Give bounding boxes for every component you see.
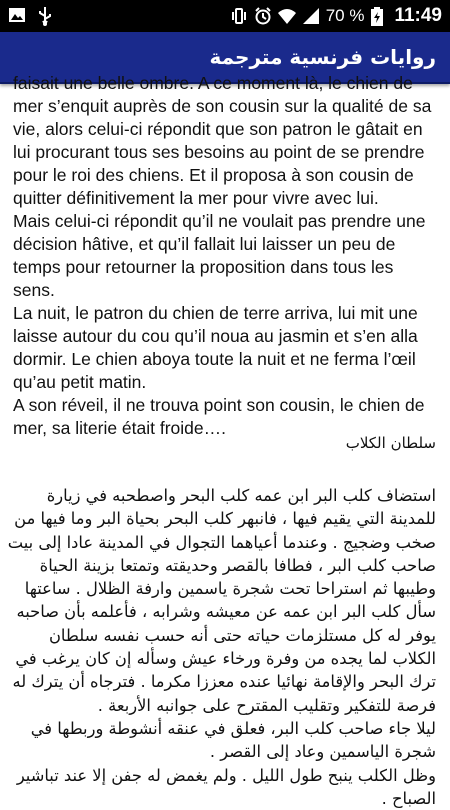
french-paragraph: La nuit, le patron du chien de terre arriva, lui mit une laisse autour du cou qu’il noua au jasmin et s’en alla dormir. Le chien aboya toute la nuit et ne ferma l’œil qu’au petit matin. bbox=[13, 303, 418, 392]
arabic-paragraph: وظل الكلب ينبح طول الليل . ولم يغمض له جفن إلا عند تباشير الصباح . bbox=[16, 765, 436, 808]
image-icon bbox=[8, 6, 26, 24]
french-text bbox=[13, 72, 433, 440]
battery-charging-icon bbox=[370, 7, 388, 25]
status-bar-right bbox=[230, 4, 442, 28]
arabic-paragraph: استضاف كلب البر ابن عمه كلب البحر واصطحبه في زيارة للمدينة التي يقيم فيها ، فانبهر كلب البحر بحياة البر وما فيها من صخب وضجيج . وعندما أعياهما التجوال في المدينة عادا إلى بيت صاحب كلب البر ، فطافا بالقصر وحديقته وتمتعا بزينة الحياة وطيبها ثم استراحا تحت شجرة ياسمين وارفة الظلال . ساعتها سأل كلب البر ابن عمه عن معيشه وشرابه ، فأعلمه بأن صاحبه يوفر له كل مستلزمات حياته حتى أنه حسب نفسه سلطان الكلاب لما يجده من وفرة ورخاء عيش وسأله إن كان يرغب في ترك البحر والإقامة نهائيا عنده معززا مكرما . فترجاه أن يترك له فرصة للتفكير وتقليب المقترح على جوانبه الأربعة . bbox=[7, 486, 436, 715]
vibrate-icon bbox=[230, 7, 248, 25]
status-bar bbox=[0, 0, 450, 32]
french-paragraph: Mais celui-ci répondit qu’il ne voulait pas prendre une décision hâtive, et qu’il fallait lui laisser un peu de temps pour retourner la proposition dans tous les sens. bbox=[13, 211, 426, 300]
status-time: 11:49 bbox=[394, 5, 442, 26]
story-signature: سلطان الكلاب bbox=[345, 434, 436, 452]
arabic-paragraph: ليلا جاء صاحب كلب البر، فعلق في عنقه أنشوطة وربطها في شجرة الياسمين وعاد إلى القصر . bbox=[30, 718, 436, 762]
app-bar-title: روايات فرنسية مترجمة bbox=[209, 45, 436, 69]
cellular-signal-icon bbox=[302, 7, 320, 25]
french-paragraph: A son réveil, il ne trouva point son cousin, le chien de mer, sa literie était froide…. bbox=[13, 395, 425, 438]
status-bar-left bbox=[8, 6, 54, 24]
french-paragraph: faisait une belle ombre. A ce moment là, le chien de mer s’enquit auprès de son cousin sur la qualité de sa vie, alors celui-ci répondit que son patron le gâtait en lui procurant tous ses besoins au point de se prendre pour le roi des chiens. Et il proposa à son cousin de quitter définitivement la mer pour vivre avec lui. bbox=[13, 73, 432, 208]
usb-icon bbox=[36, 6, 54, 24]
story-content[interactable] bbox=[0, 73, 450, 808]
battery-percent: 70 % bbox=[325, 6, 365, 25]
arabic-text bbox=[6, 484, 436, 810]
wifi-icon bbox=[278, 7, 296, 25]
alarm-icon bbox=[254, 7, 272, 25]
